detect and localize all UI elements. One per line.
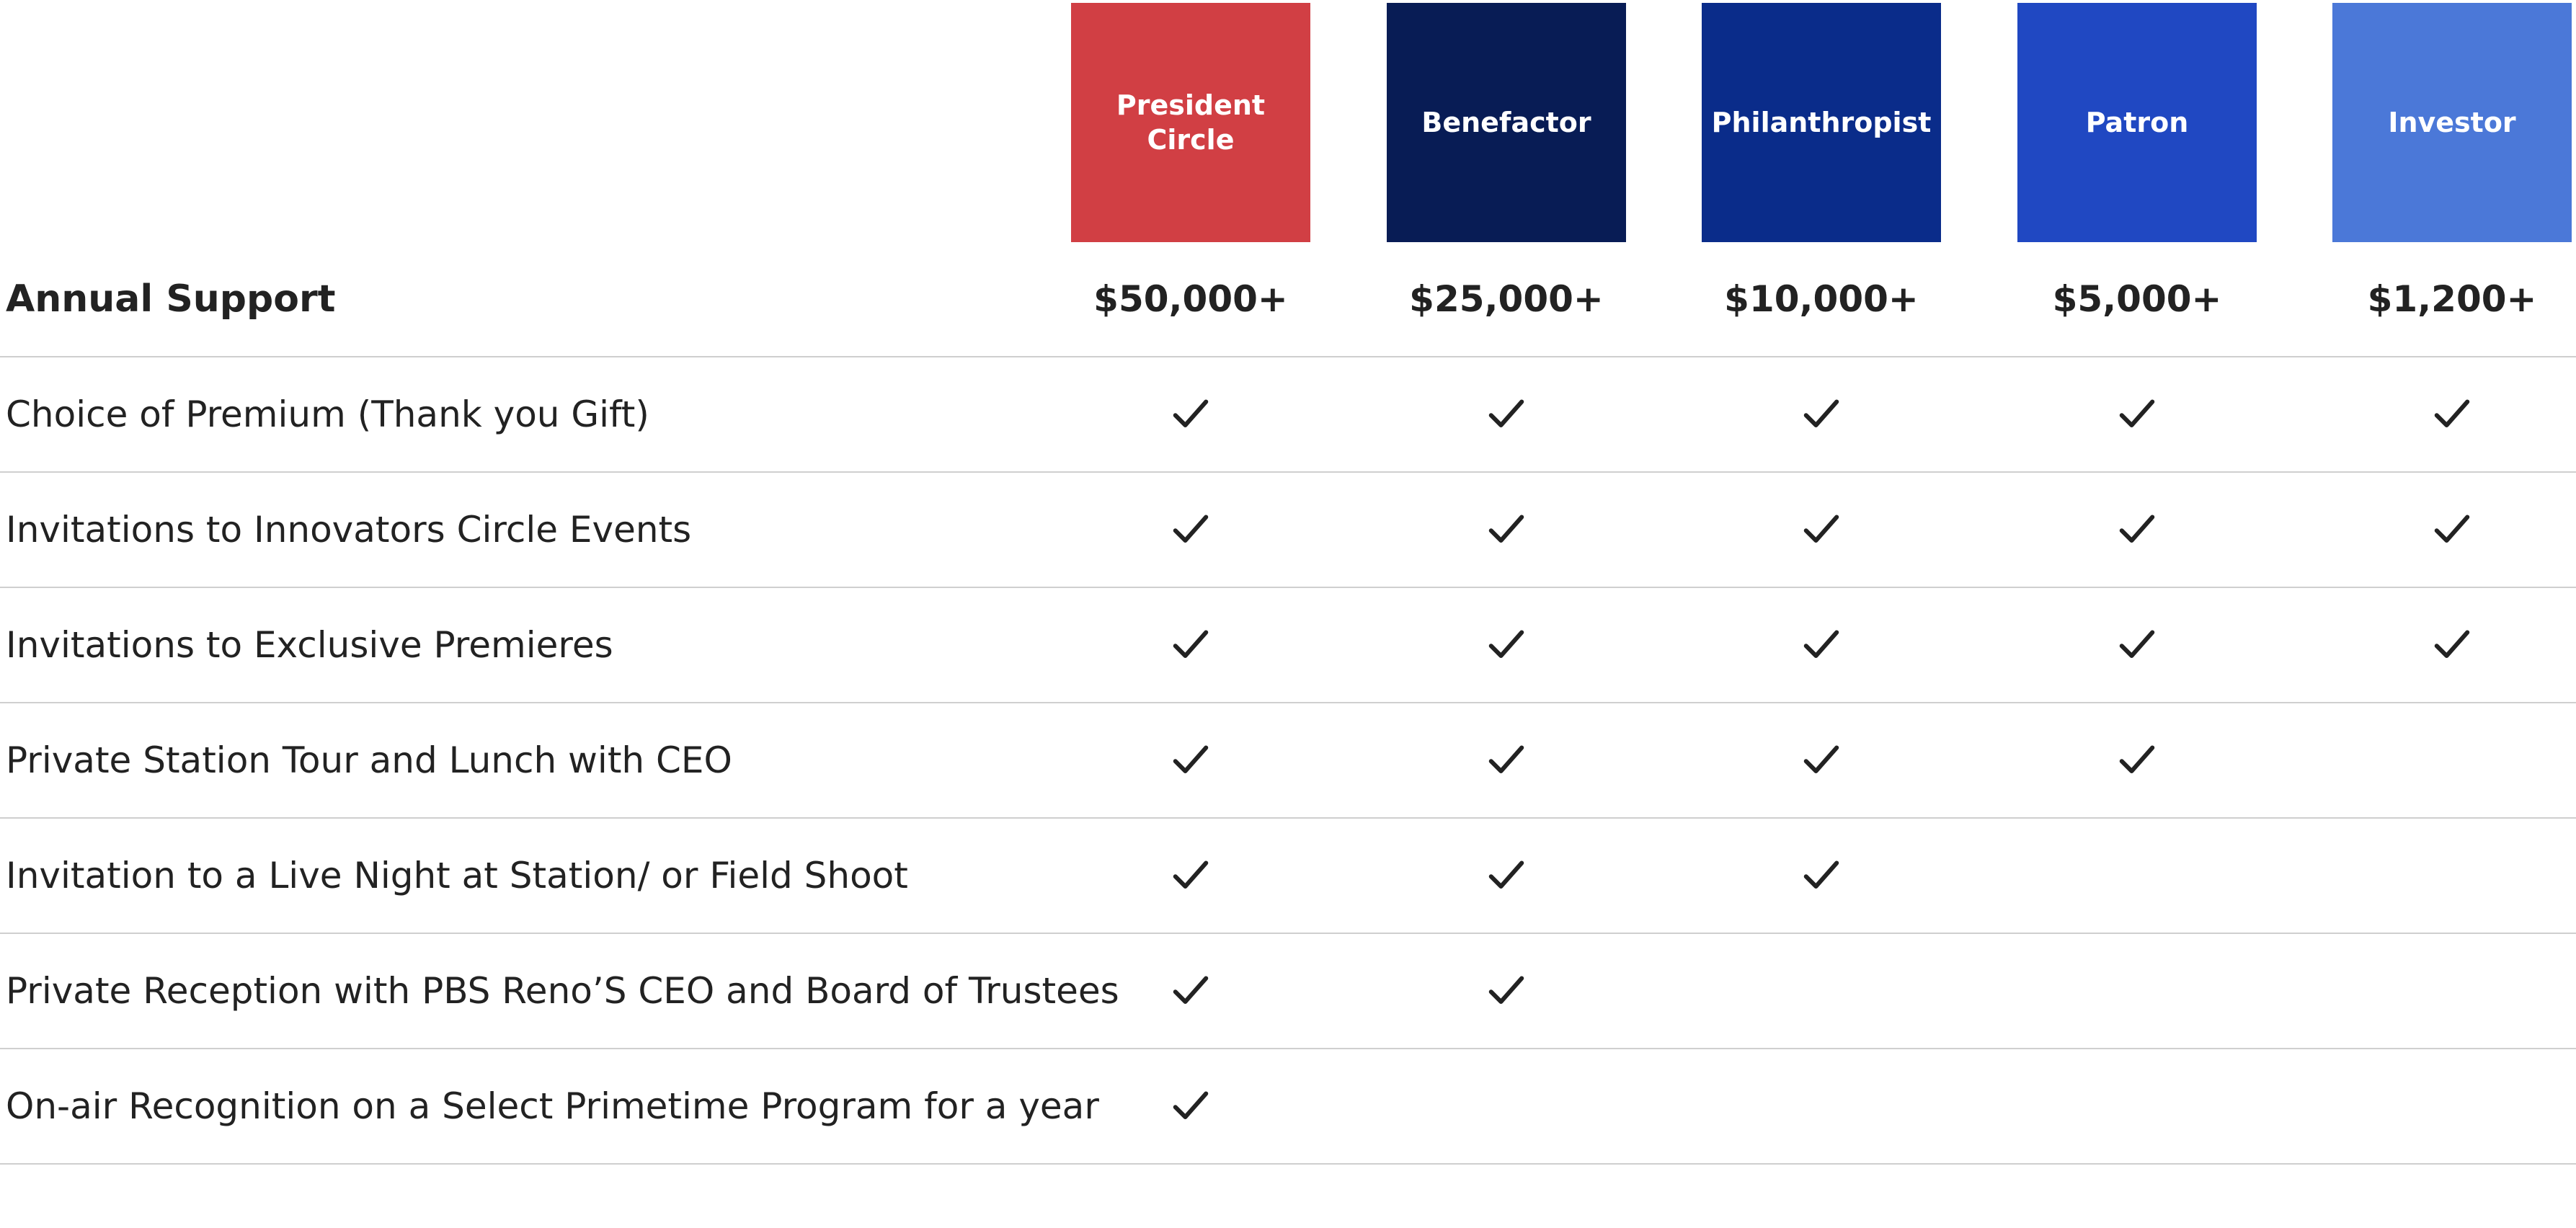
amount-investor: $1,200+ [2367, 278, 2537, 320]
benefit-row [0, 588, 2576, 703]
amount-president-circle: $50,000+ [1093, 278, 1288, 320]
checkmark-icon [1485, 393, 1528, 436]
tier-label-line: Investor [2388, 107, 2516, 138]
checkmark-icon [1169, 969, 1212, 1013]
benefit-cell [2017, 357, 2257, 471]
amount-patron: $5,000+ [2052, 278, 2222, 320]
checkmark-icon [1169, 739, 1212, 782]
checkmark-icon [1485, 854, 1528, 897]
benefit-cell [2017, 473, 2257, 587]
checkmark-icon [2115, 508, 2159, 551]
benefit-row [0, 357, 2576, 473]
benefit-label: Private Station Tour and Lunch with CEO [6, 739, 732, 781]
checkmark-icon [1800, 854, 1843, 897]
benefit-cell [2017, 934, 2257, 1048]
benefit-cell [1387, 588, 1626, 702]
benefit-label: Private Reception with PBS Reno’S CEO and Board of Trustees [6, 970, 1119, 1012]
benefit-cell [1071, 588, 1310, 702]
benefit-cell [1702, 473, 1941, 587]
tier-investor [2332, 3, 2572, 242]
checkmark-icon [2430, 393, 2474, 436]
checkmark-icon [1169, 393, 1212, 436]
amount-cell [2332, 242, 2572, 356]
checkmark-icon [1169, 508, 1212, 551]
benefit-cell [2017, 1049, 2257, 1163]
checkmark-icon [1800, 393, 1843, 436]
benefit-cell [2332, 934, 2572, 1048]
tier-label-line: Patron [2085, 107, 2189, 138]
benefit-row [0, 1049, 2576, 1165]
benefit-cell [1702, 588, 1941, 702]
benefit-label: Choice of Premium (Thank you Gift) [6, 393, 649, 435]
tier-label-line: President [1116, 89, 1266, 121]
benefit-row [0, 934, 2576, 1049]
benefit-row [0, 703, 2576, 819]
annual-support-label: Annual Support [6, 277, 336, 321]
benefit-cell [1071, 934, 1310, 1048]
checkmark-icon [1169, 623, 1212, 667]
amount-cell [1071, 242, 1310, 356]
benefit-cell [2017, 703, 2257, 817]
benefit-cell [1387, 934, 1626, 1048]
benefit-cell [2332, 819, 2572, 933]
benefit-cell [2332, 473, 2572, 587]
benefit-cell [1071, 473, 1310, 587]
tier-label-line: Philanthropist [1711, 107, 1932, 138]
benefit-cell [1071, 357, 1310, 471]
benefit-cell [2017, 588, 2257, 702]
checkmark-icon [1800, 739, 1843, 782]
benefit-cell [1702, 819, 1941, 933]
checkmark-icon [2115, 739, 2159, 782]
tier-label-line: Benefactor [1421, 107, 1591, 138]
benefit-cell [1071, 703, 1310, 817]
amount-cell [1702, 242, 1941, 356]
checkmark-icon [1800, 508, 1843, 551]
benefit-cell [2332, 588, 2572, 702]
checkmark-icon [1485, 969, 1528, 1013]
benefit-cell [1702, 1049, 1941, 1163]
benefit-cell [1702, 357, 1941, 471]
benefit-label: Invitation to a Live Night at Station/ or Field Shoot [6, 855, 908, 896]
amount-cell [2017, 242, 2257, 356]
benefit-cell [1071, 1049, 1310, 1163]
benefit-cell [2332, 703, 2572, 817]
tier-label-line: Circle [1147, 124, 1235, 156]
benefit-cell [2332, 357, 2572, 471]
benefit-cell [1702, 703, 1941, 817]
benefit-label: Invitations to Exclusive Premieres [6, 624, 613, 666]
checkmark-icon [2430, 508, 2474, 551]
checkmark-icon [2115, 393, 2159, 436]
tier-header [0, 3, 2576, 242]
benefit-cell [1071, 819, 1310, 933]
checkmark-icon [1169, 1085, 1212, 1128]
benefit-cell [1387, 357, 1626, 471]
amount-benefactor: $25,000+ [1409, 278, 1604, 320]
checkmark-icon [1485, 623, 1528, 667]
checkmark-icon [1485, 508, 1528, 551]
benefit-label: On-air Recognition on a Select Primetime Program for a year [6, 1085, 1099, 1127]
checkmark-icon [2430, 623, 2474, 667]
amount-cell [1387, 242, 1626, 356]
benefit-cell [1702, 934, 1941, 1048]
checkmark-icon [1169, 854, 1212, 897]
benefit-cell [1387, 1049, 1626, 1163]
tier-president-circle [1071, 3, 1310, 242]
tier-benefactor [1387, 3, 1626, 242]
tier-patron [2017, 3, 2257, 242]
benefit-cell [1387, 473, 1626, 587]
benefit-label: Invitations to Innovators Circle Events [6, 509, 692, 551]
benefit-rows [0, 357, 2576, 1165]
benefit-cell [2017, 819, 2257, 933]
benefits-table [0, 242, 2576, 1165]
benefit-cell [2332, 1049, 2572, 1163]
benefit-cell [1387, 819, 1626, 933]
benefit-row [0, 473, 2576, 588]
checkmark-icon [2115, 623, 2159, 667]
benefit-row [0, 819, 2576, 934]
checkmark-icon [1485, 739, 1528, 782]
checkmark-icon [1800, 623, 1843, 667]
tier-philanthropist [1702, 3, 1941, 242]
annual-support-row [0, 242, 2576, 357]
amount-philanthropist: $10,000+ [1724, 278, 1919, 320]
benefit-cell [1387, 703, 1626, 817]
